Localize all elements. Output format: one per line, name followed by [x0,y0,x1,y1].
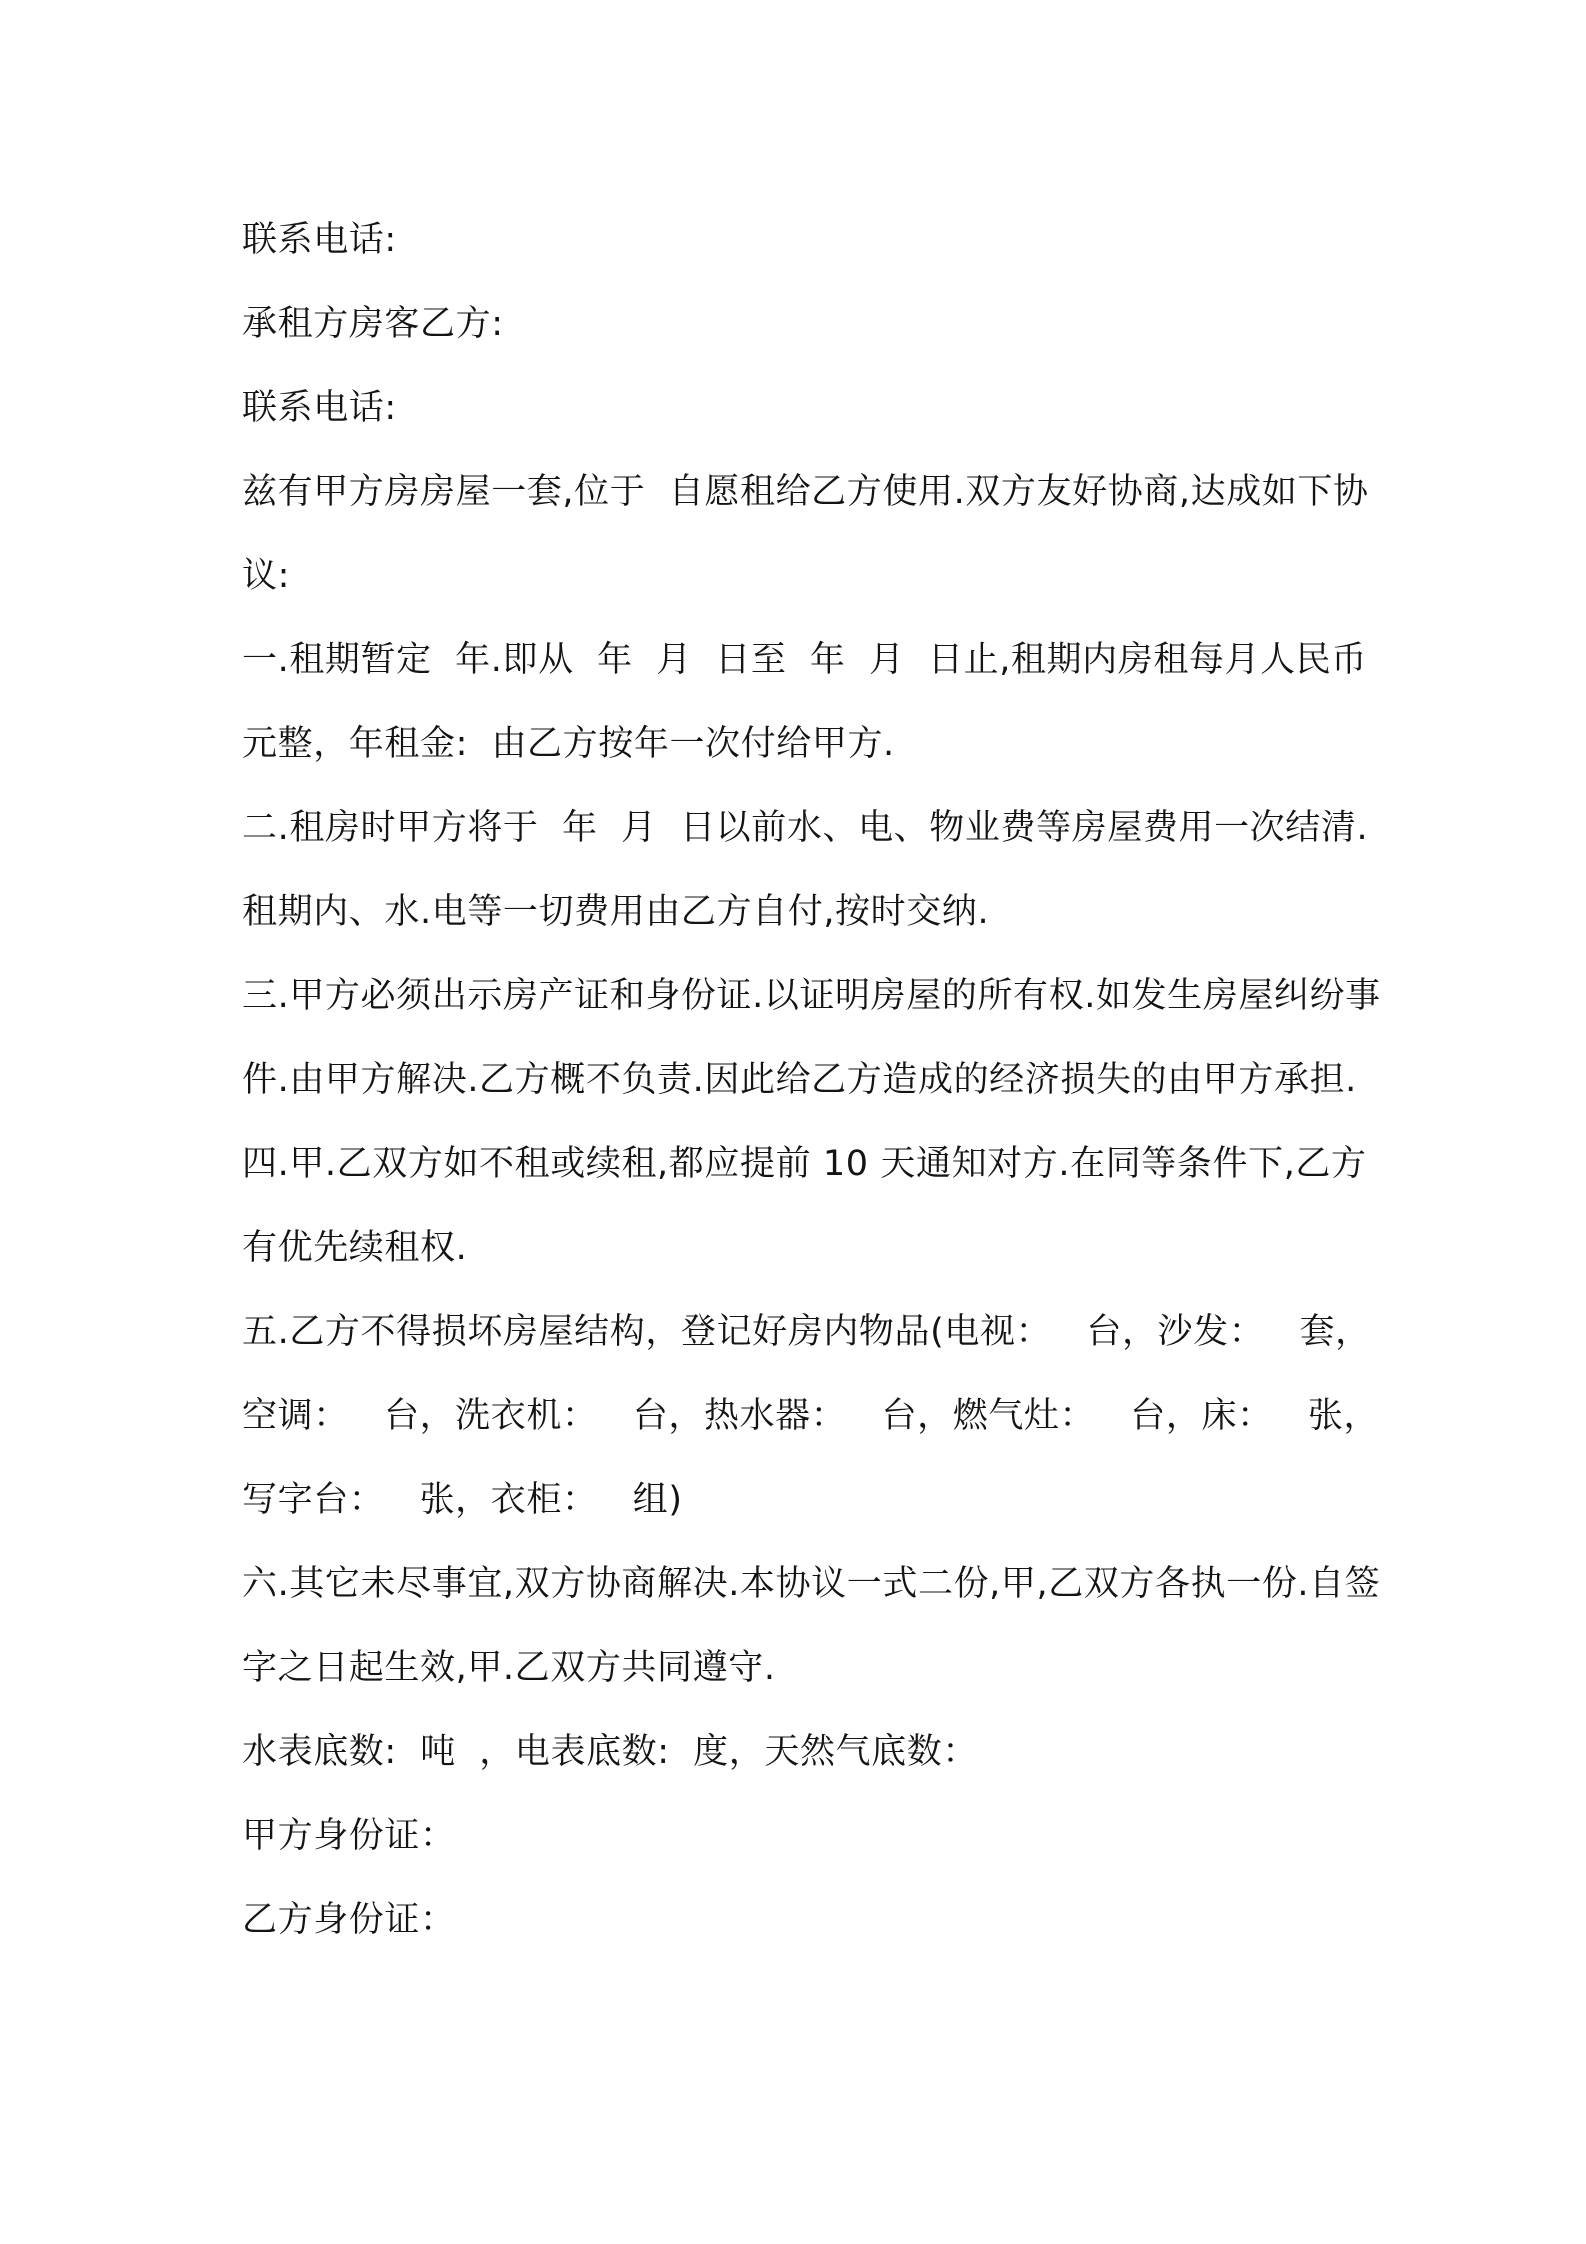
clause-3-ownership: 三.甲方必须出示房产证和身份证.以证明房屋的所有权.如发生房屋纠纷事件.由甲方解决.乙方概不负责.因此给乙方造成的经济损失的由甲方承担. [242,976,1381,1100]
meter-readings-line: 水表底数: 吨 ，电表底数: 度，天然气底数： [242,1732,978,1772]
contract-body [242,198,1391,1962]
property-intro-paragraph: 兹有甲方房房屋一套,位于 自愿租给乙方使用.双方友好协商,达成如下协议: [242,472,1369,596]
tenant-party-line: 承租方房客乙方: [242,304,504,344]
clause-2-fees: 二.租房时甲方将于 年 月 日以前水、电、物业费等房屋费用一次结清.租期内、水.电等一切费用由乙方自付,按时交纳. [242,808,1369,932]
party-b-id-line: 乙方身份证： [242,1900,456,1940]
tenant-phone-line: 联系电话: [242,388,397,428]
clause-6-other: 六.其它未尽事宜,双方协商解决.本协议一式二份,甲,乙双方各执一份.自签字之日起生效,甲.乙双方共同遵守. [242,1564,1381,1688]
party-a-id-line: 甲方身份证： [242,1816,456,1856]
clause-5-inventory: 五.乙方不得损坏房屋结构，登记好房内物品(电视： 台，沙发： 套，空调： 台，洗衣机： 台，热水器： 台，燃气灶： 台，床： 张，写字台： 张，衣柜： 组) [242,1312,1380,1520]
landlord-phone-line: 联系电话: [242,220,397,260]
clause-4-renewal: 四.甲.乙双方如不租或续租,都应提前 10 天通知对方.在同等条件下,乙方有优先续租权. [242,1144,1367,1268]
clause-1-lease-term: 一.租期暂定 年.即从 年 月 日至 年 月 日止,租期内房租每月人民币 元整，年租金: 由乙方按年一次付给甲方. [242,640,1391,764]
